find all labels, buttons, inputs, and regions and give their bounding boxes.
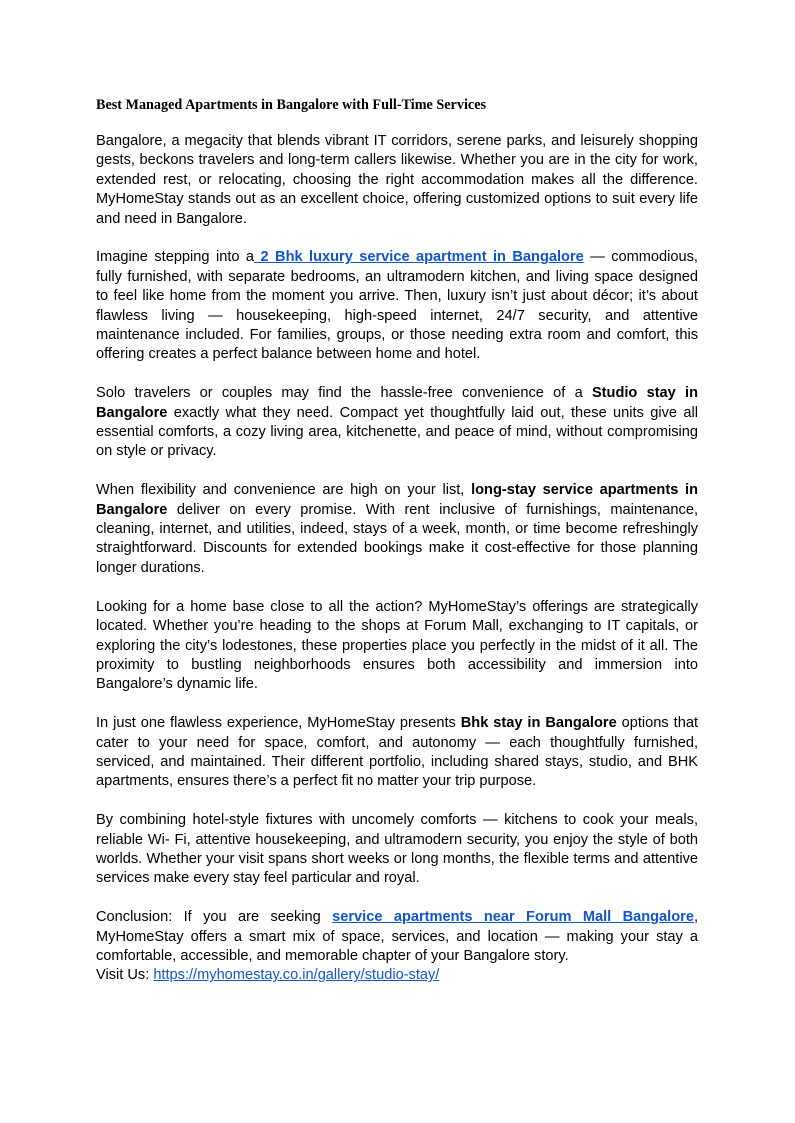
document-page (96, 96, 698, 986)
text: Conclusion: If you are seeking (96, 909, 333, 926)
document-title: Best Managed Apartments in Bangalore with Full-Time Services (96, 97, 487, 113)
visit-us-line (96, 966, 698, 985)
text: Solo travelers or couples may find the hassle-free convenience of a (96, 385, 592, 402)
text: , MyHomeStay offers a smart mix of space, services, and location — making your stay a comfortable, accessible, and memorable chapter of your Bangalore story. (96, 909, 699, 964)
text: In just one flawless experience, MyHomeStay presents (96, 715, 461, 732)
bold-keyword: long-stay service apartments in Bangalore (96, 482, 698, 518)
paragraph-studio (96, 384, 698, 462)
link-2bhk-luxury-apartment[interactable]: 2 Bhk luxury service apartment in Bangalore (254, 249, 584, 266)
text: options that cater to your need for space, comfort, and autonomy — each thoughtfully furnished, serviced, and maintained. Their different portfolio, including shared stays, studio, and BHK apartments, ensures there’s a perfect fit no matter your trip purpose. (96, 715, 698, 790)
text: Imagine stepping into a (96, 249, 255, 266)
paragraph-location: Looking for a home base close to all the action? MyHomeStay’s offerings are strategically located. Whether you’re heading to the shops at Forum Mall, exchanging to IT capitals, or exploring the city’s lodestones, these properties place you perfectly in the midst of it all. The proximity to bustling neighborhoods ensures both accessibility and immersion into Bangalore’s dynamic life. (96, 598, 698, 693)
text: — commodious, fully furnished, with separate bedrooms, an ultramodern kitchen, and living space designed to feel like home from the moment you arrive. Then, luxury isn’t just about décor; it’s about flawless living — housekeeping, high-speed internet, 24/7 security, and attentive maintenance included. For families, groups, or those needing extra room and comfort, this offering creates a perfect balance between home and hotel. (96, 249, 698, 363)
visit-label: Visit Us: (96, 967, 154, 984)
paragraph-long-stay (96, 481, 698, 578)
bold-keyword: Studio stay in Bangalore (96, 385, 698, 421)
text: deliver on every promise. With rent inclusive of furnishings, maintenance, cleaning, internet, and utilities, indeed, stays of a week, month, or time become refreshingly straightforward. Discounts for extended bookings make it cost-effective for those planning longer durations. (96, 501, 698, 576)
link-website[interactable]: https://myhomestay.co.in/gallery/studio-stay/ (153, 967, 440, 984)
link-forum-mall-apartments[interactable]: service apartments near Forum Mall Bangalore (332, 909, 694, 926)
text: exactly what they need. Compact yet thoughtfully laid out, these units give all essential comforts, a cozy living area, kitchenette, and peace of mind, without compromising on style or privacy. (96, 404, 698, 460)
paragraph-bhk-stay (96, 714, 698, 792)
bold-keyword: Bhk stay in Bangalore (460, 715, 617, 732)
text: When flexibility and convenience are high on your list, (96, 482, 472, 499)
paragraph-comforts: By combining hotel-style fixtures with uncomely comforts — kitchens to cook your meals, reliable Wi- Fi, attentive housekeeping, and ultramodern security, you enjoy the style of both worlds. Whether your visit spans short weeks or long months, the flexible terms and attentive services make every stay feel particular and royal. (96, 812, 698, 887)
paragraph-2bhk (96, 248, 698, 364)
paragraph-conclusion (96, 908, 698, 966)
paragraph-intro: Bangalore, a megacity that blends vibrant IT corridors, serene parks, and leisurely shopping gests, beckons travelers and long-term callers likewise. Whether you are in the city for work, extended rest, or relocating, choosing the right accommodation makes all the difference. MyHomeStay stands out as an excellent choice, offering customized options to suit every life and need in Bangalore. (96, 133, 698, 227)
